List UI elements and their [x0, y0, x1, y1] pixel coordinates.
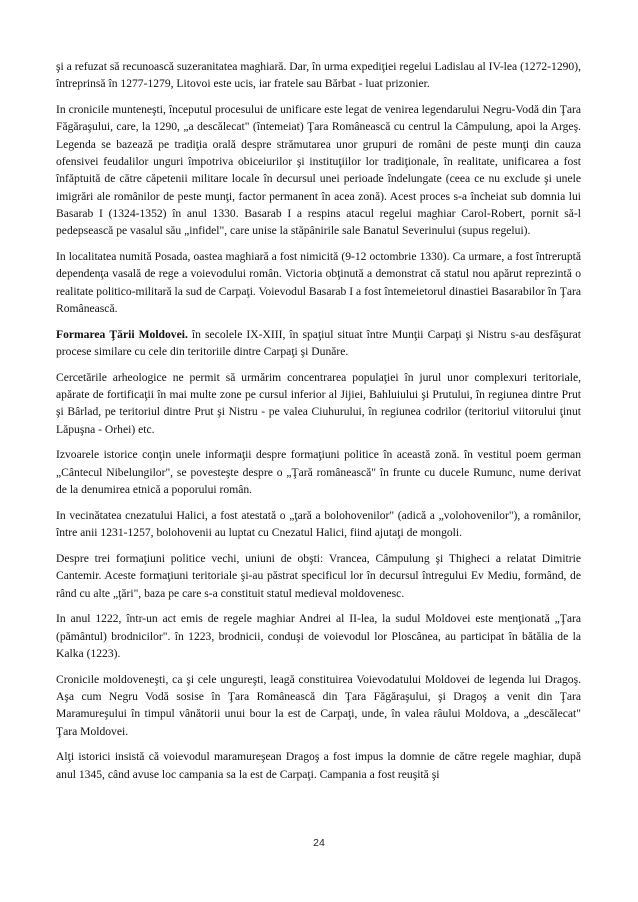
paragraph-brodnici [56, 610, 581, 662]
paragraph-text: Cercetările arheologice ne permit să urmărim concentrarea populaţiei în jurul unor complexuri teritoriale, apărate de fortificaţii în mai multe zone pe cursul inferior al Jijiei, Bahluiului şi Prutului, în regiunea dintre Prut şi Bârlad, pe teritoriul dintre Prut şi Nistru - pe valea Ciuhurului, în regiunea codrilor (teritoriul viitorului ţinut Lăpuşna - Orhei) etc. [56, 370, 581, 436]
section-heading: Formarea Ţării Moldovei. [56, 327, 188, 341]
paragraph-dragos-historians [56, 748, 581, 783]
paragraph-posada [56, 248, 581, 317]
paragraph-izvoare-istorice [56, 446, 581, 498]
page-body [56, 58, 581, 791]
paragraph-dragos-legend [56, 671, 581, 740]
paragraph-text: Izvoarele istorice conţin unele informaţii despre formaţiuni politice în această zonă. în vestitul poem german „Cântecul Nibelungilor", se povesteşte despre o „Ţară românească" în frunte cu ducele Rumunc, nume derivat de la denumirea etnică a poporului român. [56, 448, 581, 497]
paragraph-text: Cronicile moldoveneşti, ca şi cele ungureşti, leagă constituirea Voievodatului Moldovei de legenda lui Dragoş. Aşa cum Negru Vodă sosise în Ţara Românească din Ţara Făgăraşului, şi Dragoş a venit din Ţara Maramureşului în timpul vânătorii unui bour la est de Carpaţi, unde, în valea râului Moldova, a „descălecat" Ţara Moldovei. [56, 672, 581, 738]
page-number: 24 [313, 837, 325, 849]
paragraph-cnezatul-halici [56, 507, 581, 542]
paragraph-text: în secolele IX-XIII, în spaţiul situat între Munţii Carpaţi şi Nistru s-au desfăşurat procese similare cu cele din teritoriile dintre Carpaţi şi Dunăre. [56, 327, 581, 358]
paragraph-text: Despre trei formaţiuni politice vechi, uniuni de obşti: Vrancea, Câmpulung şi Thigheci a relatat Dimitrie Cantemir. Aceste formaţiuni teritoriale şi-au păstrat specificul lor în decursul întregului Ev Mediu, formând, de rând cu alte „ţări", baza pe care s-a constituit statul medieval moldovenesc. [56, 551, 581, 600]
paragraph-text: In localitatea numită Posada, oastea maghiară a fost nimicită (9-12 octombrie 1330). Ca urmare, a fost întreruptă dependenţa vasală de rege a voievodului român. Victoria obţinută a demonstrat că statul nou apărut reprezintă o realitate politico-militară la sud de Carpaţi. Voievodul Basarab I a fost întemeietorul dinastiei Basarabilor în Ţara Românească. [56, 249, 581, 315]
paragraph-text: In vecinătatea cnezatului Halici, a fost atestată o „ţară a bolohovenilor" (adică a „volohovenilor"), a românilor, între anii 1231-1257, bolohovenii au luptat cu Cnezatul Halici, fiind ajutaţi de mongoli. [56, 508, 581, 540]
paragraph-text: şi a refuzat să recunoască suzeranitatea maghiară. Dar, în urma expediţiei regelui Ladislau al IV-lea (1272-1290), întreprinsă în 1277-1279, Litovoi este ucis, iar fratele sau Bărbat - luat prizonier. [56, 60, 581, 91]
paragraph-text: In anul 1222, într-un act emis de regele maghiar Andrei al II-lea, la sudul Moldovei este menţionată „Ţara (pământul) brodnicilor". în 1223, brodnicii, conduşi de voievodul lor Ploscânea, au participat în bătălia de la Kalka (1223). [56, 612, 581, 660]
paragraph-text: In cronicile munteneşti, începutul procesului de unificare este legat de venirea legendarului Negru-Vodă din Ţara Făgăraşului, care, la 1290, „a descălecat" (întemeiat) Ţara Românească cu centrul la Câmpulung, apoi la Argeş. Legenda se bazează pe tradiţia orală despre strămutarea unor grupuri de români de peste munţi din cauza ofensivei feudalilor unguri împotriva obiceiurilor şi instituţiilor lor tradiţionale, în realitate, unificarea a fost înfăptuită de către căpetenii militare locale în decursul unei perioade îndelungate (ceea ce nu exclude şi unele imigrări ale românilor de peste munţi, factor permanent în acea zonă). Acest proces s-a încheiat sub domnia lui Basarab I (1324-1352) în anul 1330. Basarab I a respins atacul regelui maghiar Carol-Robert, pornit să-l pedepsească pe vasalul său „infidel", care unise la stăpânirile sale Banatul Severinului (supus regelui). [56, 103, 581, 238]
paragraph-cercetari-arheologice [56, 369, 581, 438]
paragraph-text: Alţi istorici insistă că voievodul maramureşean Dragoş a fost impus la domnie de către regele maghiar, după anul 1345, când avuse loc campania sa la est de Carpaţi. Campania a fost reuşită şi [56, 750, 581, 781]
paragraph-cantemir [56, 550, 581, 602]
paragraph-litovoi-end [56, 58, 581, 93]
paragraph-formarea-moldovei [56, 326, 581, 361]
paragraph-negru-voda [56, 101, 581, 239]
